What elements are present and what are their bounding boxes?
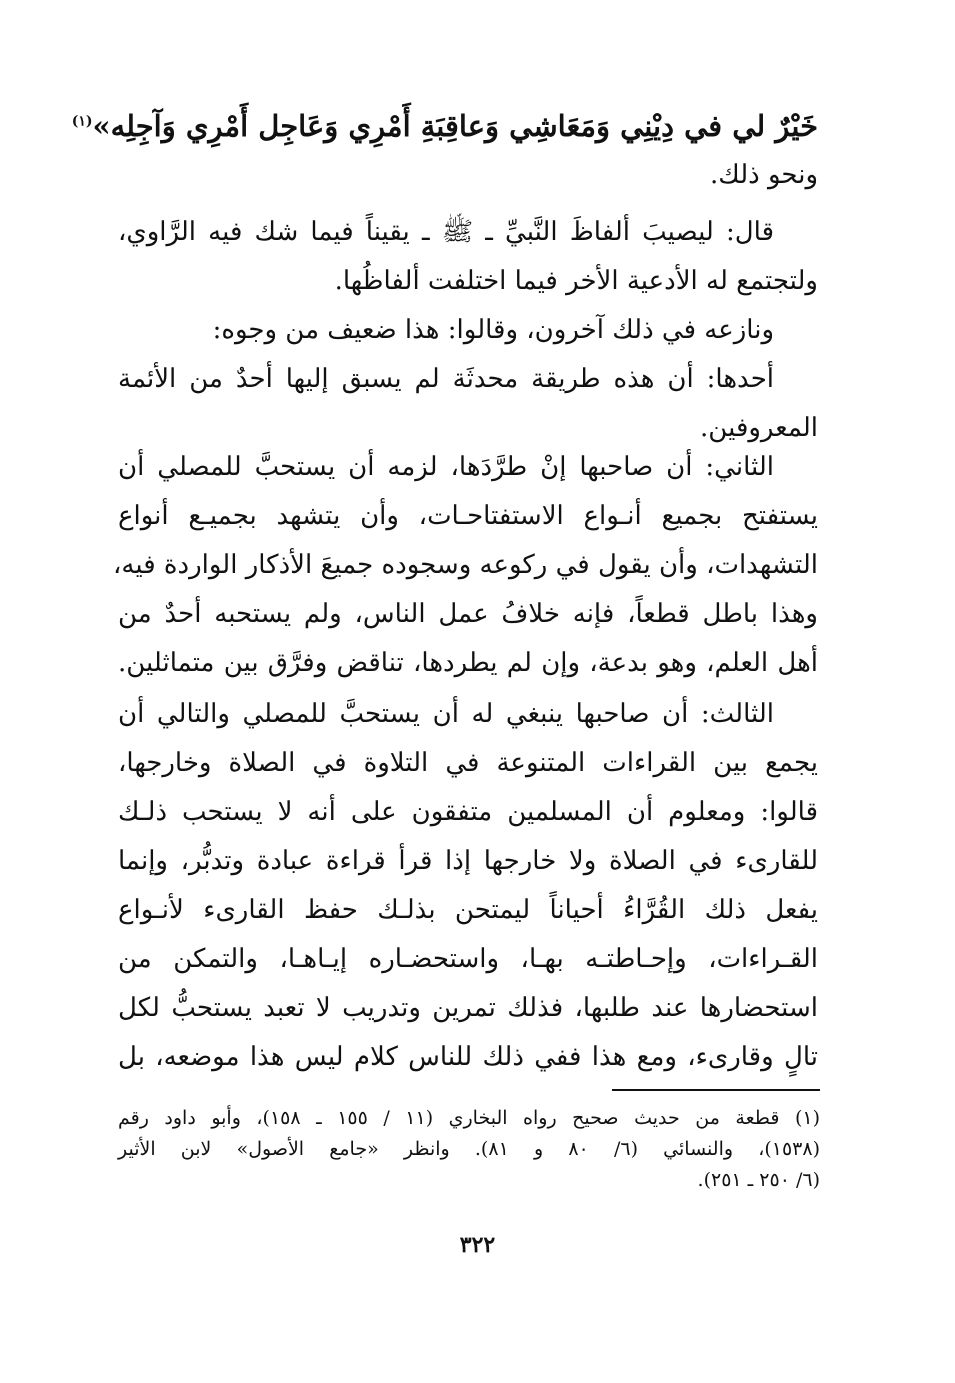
text-line-15: قالوا: ومعلوم أن المسلمين متفقون على أنه لا يستحب ذلـك	[118, 797, 818, 827]
footnote-line-3: (٦/ ٢٥٠ ـ ٢٥١).	[697, 1169, 820, 1191]
main-text	[71, 102, 818, 200]
text-line-19: استحضارها عند طلبها، فذلك تمرين وتدريب لا تعبد يستحبُّ لكل	[118, 993, 818, 1023]
footnote-divider	[612, 1089, 820, 1091]
text-line-14: يجمع بين القراءات المتنوعة في التلاوة في الصلاة وخارجها،	[118, 748, 818, 778]
footnote-reference: (١)	[71, 113, 93, 130]
main-text	[113, 443, 818, 688]
text-line-20: تالٍ وقارىء، ومع هذا ففي ذلك للناس كلام ليس هذا موضعه، بل	[118, 1042, 818, 1072]
text-line-4: ولتجتمع له الأدعية الأخر فيما اختلفت ألفاظُها.	[334, 266, 818, 296]
text-line-12: أهل العلم، وهو بدعة، وإن لم يطردها، تناقض وفرَّق بين متماثلين.	[118, 648, 818, 678]
footnote-line-1: (١) قطعة من حديث صحيح رواه البخاري (١١ / ١٥٥ ـ ١٥٨)، وأبو داود رقم	[118, 1107, 821, 1129]
text-line-11: وهذا باطل قطعاً، فإنه خلافُ عمل الناس، ولم يستحبه أحدٌ من	[118, 599, 818, 629]
text-line-3: قال: ليصيبَ ألفاظَ النَّبيِّ ـ ﷺ ـ يقيناً فيما شك فيه الرَّاوي،	[118, 217, 774, 247]
page-number: ٣٢٢	[459, 1232, 496, 1258]
text-line-16: للقارىء في الصلاة ولا خارجها إذا قرأ قراءة عبادة وتدبُّر، وإنما	[118, 846, 818, 876]
text-line-9: يستفتح بجميع أنـواع الاستفتاحـات، وأن يتشهد بجميـع أنواع	[118, 501, 818, 531]
text-line-7: المعروفين.	[700, 413, 818, 443]
text-line-1: خَيْرٌ لي في دِيْنِي وَمَعَاشِي وَعاقِبَةِ أَمْرِي وَعَاجِل أَمْرِي وَآجِلِه»$^{(١)}$	[71, 109, 818, 143]
footnotes	[118, 1103, 820, 1196]
text-line-5: ونازعه في ذلك آخرون، وقالوا: هذا ضعيف من وجوه:	[212, 315, 774, 345]
main-text	[118, 208, 818, 453]
text-line-10: التشهدات، وأن يقول في ركوعه وسجوده جميعَ الأذكار الواردة فيه،	[113, 550, 818, 580]
text-line-6: أحدها: أن هذه طريقة محدثَة لم يسبق إليها أحدٌ من الأئمة	[118, 364, 774, 394]
text-line-8: الثاني: أن صاحبها إنْ طرَّدَها، لزمه أن يستحبَّ للمصلي أن	[118, 452, 774, 482]
text-line-18: القـراءات، وإحـاطتـه بهـا، واستحضـاره إيـاهـا، والتمكن من	[118, 944, 818, 974]
footnote-line-2: (١٥٣٨)، والنسائي (٦/ ٨٠ و ٨١). وانظر «جامع الأصول» لابن الأثير	[118, 1138, 820, 1160]
text-line-17: يفعل ذلك القُرَّاءُ أحياناً ليمتحن بذلـك حفظ القارىء لأنـواع	[118, 895, 818, 925]
text-line-2: ونحو ذلك.	[710, 160, 818, 190]
text-line-13: الثالث: أن صاحبها ينبغي له أن يستحبَّ للمصلي والتالي أن	[118, 699, 774, 729]
main-text	[118, 690, 818, 1082]
